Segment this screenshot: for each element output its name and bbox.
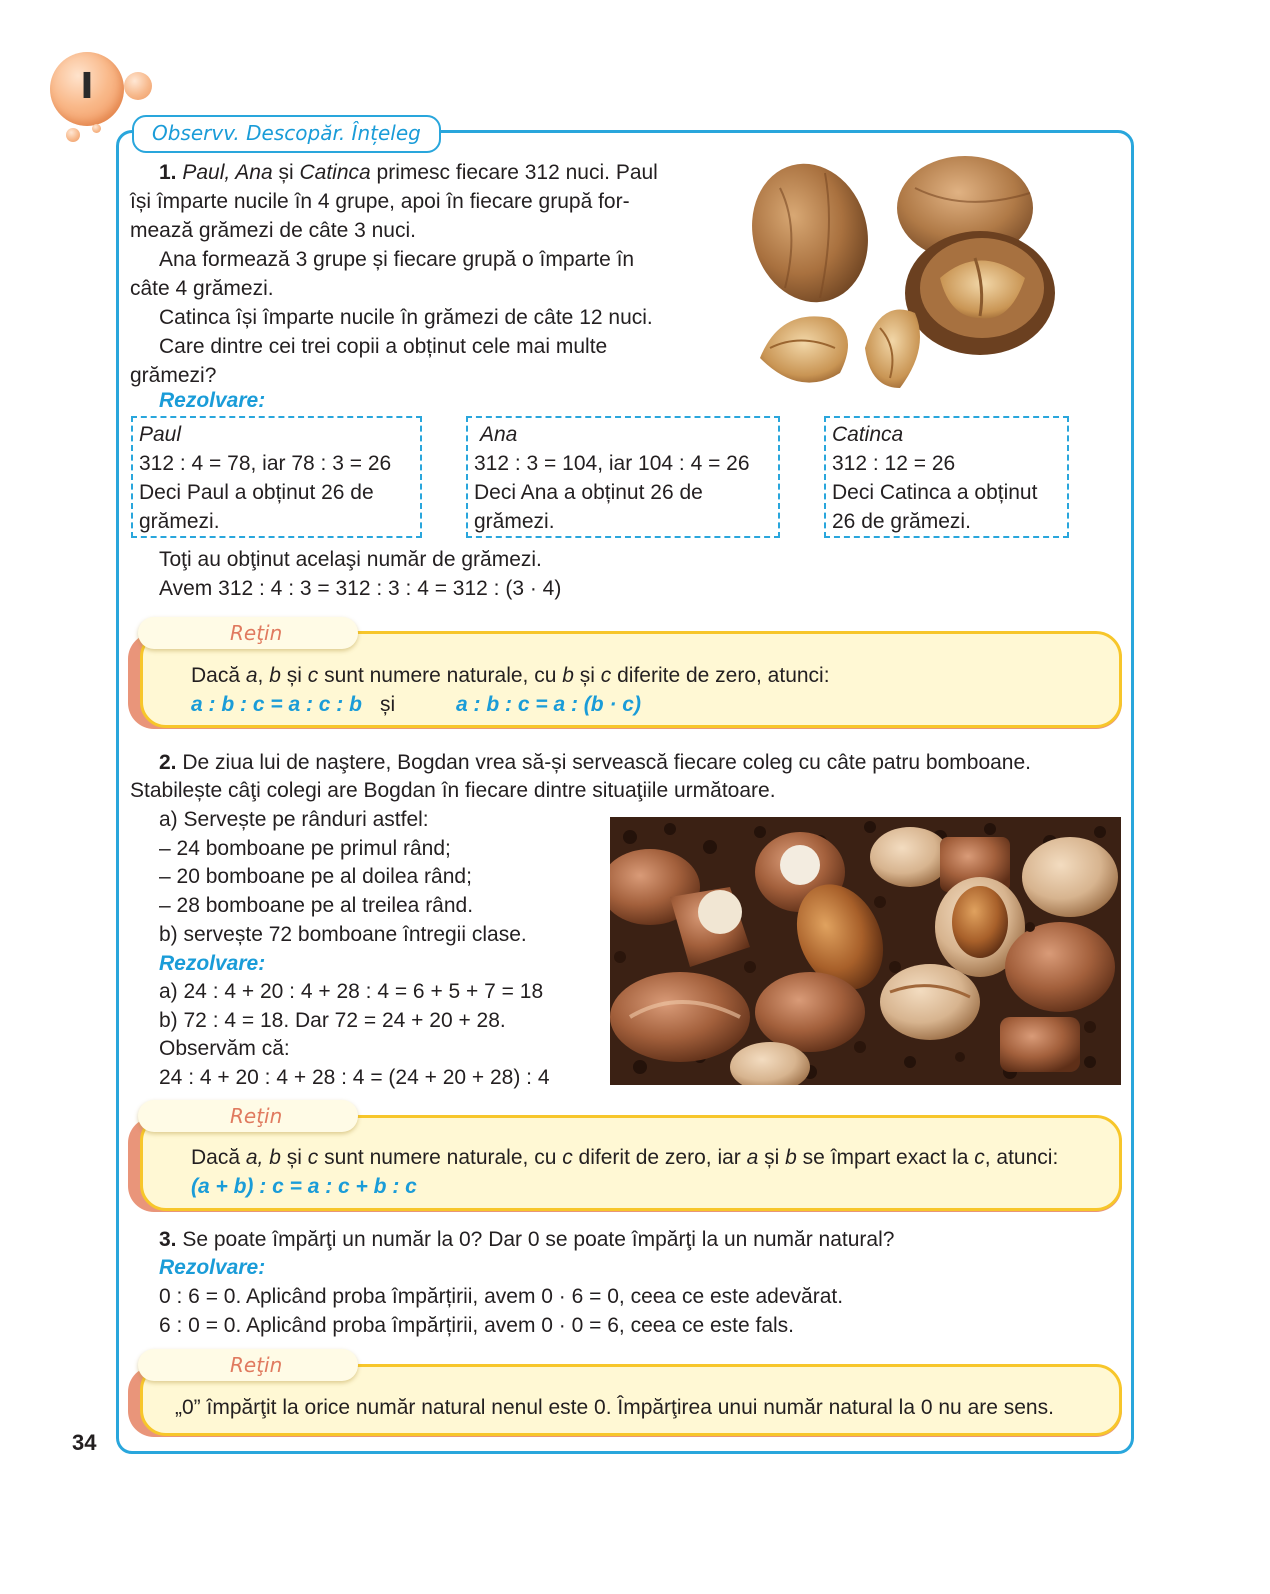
rule1-comma: , [257,664,270,687]
rule2-t1: Dacă [191,1146,246,1169]
rule2-t7: , atunci: [984,1146,1059,1169]
problem1-line4: Ana formează 3 grupe și fiecare grupă o împarte în [159,248,635,271]
problem3-text: Se poate împărţi un număr la 0? Dar 0 se poate împărţi la un număr natural? [176,1228,895,1251]
solution-line: 26 de grămezi. [832,510,971,533]
solution-box-catinca [824,416,1069,538]
rule3-tab: Reţin [138,1349,358,1381]
decor-bubble-tiny [92,124,101,133]
solution-line: Deci Ana a obținut 26 de [474,481,703,504]
problem2-text: De ziua lui de naştere, Bogdan vrea să-și servească fiecare coleg cu câte patru bomboane. [176,751,1032,774]
rule1-t3: sunt numere naturale, cu [318,664,563,687]
rule2-t2: și [280,1146,308,1169]
rule1-tab: Reţin [138,617,358,649]
problem2-a3: – 28 bomboane pe al treilea rând. [159,894,474,917]
problem1-rest: primesc fiecare 312 nuci. Paul [370,161,658,184]
problem1-mid: și [272,161,300,184]
rule3-text: „0” împărţit la orice număr natural nenul este 0. Împărţirea unui număr natural la 0 nu are sens. [175,1396,1054,1419]
chocolates-image [610,817,1121,1085]
problem1-names: Paul, Ana [182,161,273,184]
problem1-line8: grămezi? [130,364,217,387]
problem1-line2: își împarte nucile în 4 grupe, apoi în fiecare grupă for- [130,190,630,213]
decor-bubble-small [66,128,80,142]
problem2-number: 2. [159,751,177,774]
problem2-s2: b) 72 : 4 = 18. Dar 72 = 24 + 20 + 28. [159,1009,506,1032]
problem1-conclusion2: Avem 312 : 4 : 3 = 312 : 3 : 4 = 312 : (3 · 4) [159,577,562,600]
rule1-formula2: a : b : c = a : (b · c) [456,693,641,716]
unit-label: I [80,66,94,107]
solution-line: Deci Catinca a obținut [832,481,1038,504]
rule2-formula: (a + b) : c = a : c + b : c [191,1175,417,1198]
problem1-number: 1. [159,161,177,184]
rule1-text [191,661,830,690]
solution-name: Paul [139,423,182,446]
solution-name: Ana [480,423,518,446]
rule2-text [191,1143,1058,1172]
problem2-a: a) Servește pe rânduri astfel: [159,808,429,831]
var-c: c [600,664,612,687]
problem2-rezolvare: Rezolvare: [159,952,266,975]
problem2-s3: Observăm că: [159,1037,290,1060]
problem3-number: 3. [159,1228,177,1251]
problem2-a2: – 20 bomboane pe al doilea rând; [159,865,472,888]
rule1-formula1: a : b : c = a : c : b [191,693,362,716]
problem2-line2: Stabilește câţi colegi are Bogdan în fiecare dintre situaţiile următoare. [130,779,776,802]
rule1-t4: și [573,664,601,687]
rule2-t5: și [758,1146,786,1169]
problem1-name3: Catinca [299,161,371,184]
page-number: 34 [72,1430,97,1455]
problem3-s1: 0 : 6 = 0. Aplicând proba împărțirii, avem 0 · 6 = 0, ceea ce este adevărat. [159,1285,844,1308]
var-a: a [746,1146,759,1169]
decor-bubble-large [124,72,152,100]
problem1-line3: mează grămezi de câte 3 nuci. [130,219,416,242]
rule2-t6: se împart exact la [796,1146,975,1169]
solution-name: Catinca [832,423,904,446]
problem1-line7: Care dintre cei trei copii a obținut cele mai multe [159,335,608,358]
walnuts-image [740,148,1070,398]
rule2-t3: sunt numere naturale, cu [318,1146,563,1169]
var-c: c [307,1146,319,1169]
solution-line: 312 : 12 = 26 [832,452,956,475]
problem2-s4: 24 : 4 + 20 : 4 + 28 : 4 = (24 + 20 + 28) : 4 [159,1066,550,1089]
problem3-line1 [159,1225,894,1254]
problem3-s2: 6 : 0 = 0. Aplicând proba împărțirii, avem 0 · 0 = 6, ceea ce este fals. [159,1314,795,1337]
section-tab: Observv. Descopăr. Înțeleg [132,115,441,153]
solution-line: grămezi. [474,510,555,533]
solution-line: 312 : 3 = 104, iar 104 : 4 = 26 [474,452,750,475]
problem1-line5: câte 4 grămezi. [130,277,274,300]
problem2-s1: a) 24 : 4 + 20 : 4 + 28 : 4 = 6 + 5 + 7 = 18 [159,980,544,1003]
var-a: a [245,664,258,687]
problem1-line6: Catinca își împarte nucile în grămezi de câte 12 nuci. [159,306,653,329]
var-c: c [307,664,319,687]
problem1-line1 [159,158,658,187]
problem2-line1 [159,748,1031,777]
problem1-conclusion1: Toţi au obţinut acelaşi număr de grămezi. [159,548,542,571]
rule2-tab: Reţin [138,1100,358,1132]
var-c: c [562,1146,573,1169]
solution-line: 312 : 4 = 78, iar 78 : 3 = 26 [139,452,392,475]
problem1-rezolvare: Rezolvare: [159,389,266,412]
rule2-t4: diferit de zero, iar [572,1146,747,1169]
rule1-t2: și [280,664,308,687]
var-ab: a, b [245,1146,281,1169]
var-b: b [562,664,574,687]
var-b: b [269,664,281,687]
solution-box-ana [466,416,780,538]
solution-box-paul [131,416,422,538]
rule1-and: și [380,693,396,716]
solution-line: grămezi. [139,510,220,533]
rule1-t5: diferite de zero, atunci: [611,664,830,687]
var-c: c [974,1146,985,1169]
var-b: b [785,1146,797,1169]
solution-line: Deci Paul a obținut 26 de [139,481,374,504]
problem2-b: b) servește 72 bomboane întregii clase. [159,923,527,946]
rule1-t1: Dacă [191,664,246,687]
unit-badge [50,52,124,126]
problem3-rezolvare: Rezolvare: [159,1256,266,1279]
problem2-a1: – 24 bomboane pe primul rând; [159,837,451,860]
